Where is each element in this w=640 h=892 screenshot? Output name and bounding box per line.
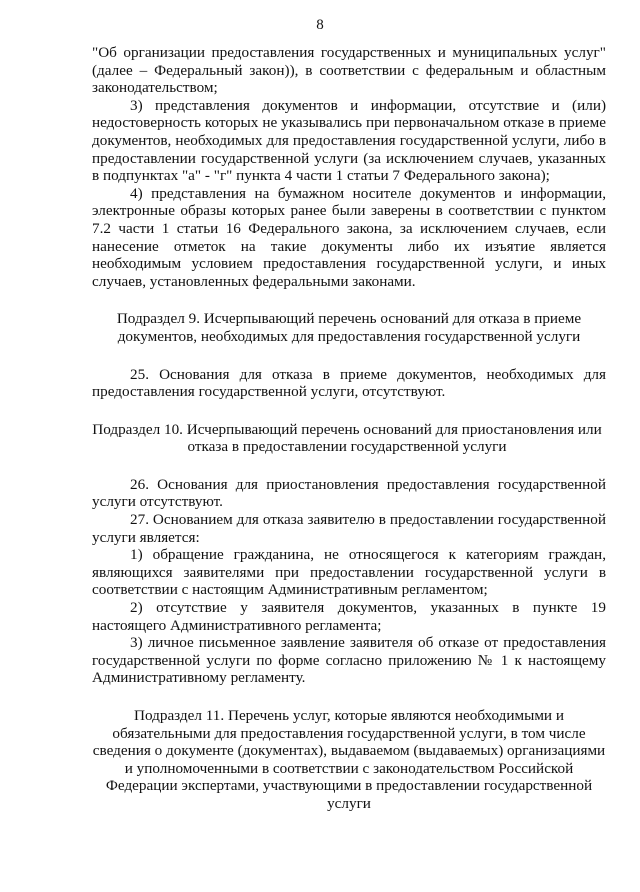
paragraph-27-item-3: 3) личное письменное заявление заявителя об отказе от предоставления государственной услуги по форме согласно приложению № 1 к настоящему Административному регламенту. — [92, 634, 606, 687]
subsection-10-heading: Подраздел 10. Исчерпывающий перечень оснований для приостановления или отказа в предоставлении государственной услуги — [92, 420, 602, 456]
document-body — [92, 44, 606, 813]
subsection-9-heading: Подраздел 9. Исчерпывающий перечень оснований для отказа в приеме документов, необходимых для предоставления государственной услуги — [116, 310, 582, 345]
subsection-11-heading: Подраздел 11. Перечень услуг, которые являются необходимыми и обязательными для предоставления государственной услуги, в том числе сведения о документе (документах), выдаваемом (выдаваемых) организациями и уполномоченными в соответствии с законодательством Российской Федерации экспертами, участвующими в предоставлении государственной услуги — [92, 707, 606, 812]
paragraph-27-item-2: 2) отсутствие у заявителя документов, указанных в пункте 19 настоящего Административного регламента; — [92, 599, 606, 634]
paragraph-25: 25. Основания для отказа в приеме документов, необходимых для предоставления государственной услуги, отсутствуют. — [92, 365, 606, 401]
paragraph-27-item-1: 1) обращение гражданина, не относящегося к категориям граждан, являющихся заявителями при предоставлении государственной услуги в соответствии с настоящим Административным регламентом; — [92, 546, 606, 599]
page-number: 8 — [316, 17, 324, 33]
paragraph-27: 27. Основанием для отказа заявителю в предоставлении государственной услуги является: — [92, 511, 606, 546]
paragraph-federal-law: "Об организации предоставления государственных и муниципальных услуг" (далее – Федеральный закон)), в соответствии с федеральным и областным законодательством; — [92, 44, 606, 97]
paragraph-item-3: 3) представления документов и информации, отсутствие и (или) недостоверность которых не указывались при первоначальном отказе в приеме документов, необходимых для предоставления государственной услуги, либо в предоставлении государственной услуги (за исключением случаев, указанных в подпунктах "а" - "г" пункта 4 части 1 статьи 7 Федерального закона); — [92, 96, 606, 185]
paragraph-item-4: 4) представления на бумажном носителе документов и информации, электронные образы которых ранее были заверены в соответствии с пунктом 7.2 части 1 статьи 16 Федерального закона, за исключением случаев, если нанесение отметок на такие документы либо их изъятие является необходимым условием предоставления государственной услуги, и иных случаев, установленных федеральными законами. — [92, 184, 606, 290]
paragraph-26: 26. Основания для приостановления предоставления государственной услуги отсутствуют. — [92, 475, 606, 511]
